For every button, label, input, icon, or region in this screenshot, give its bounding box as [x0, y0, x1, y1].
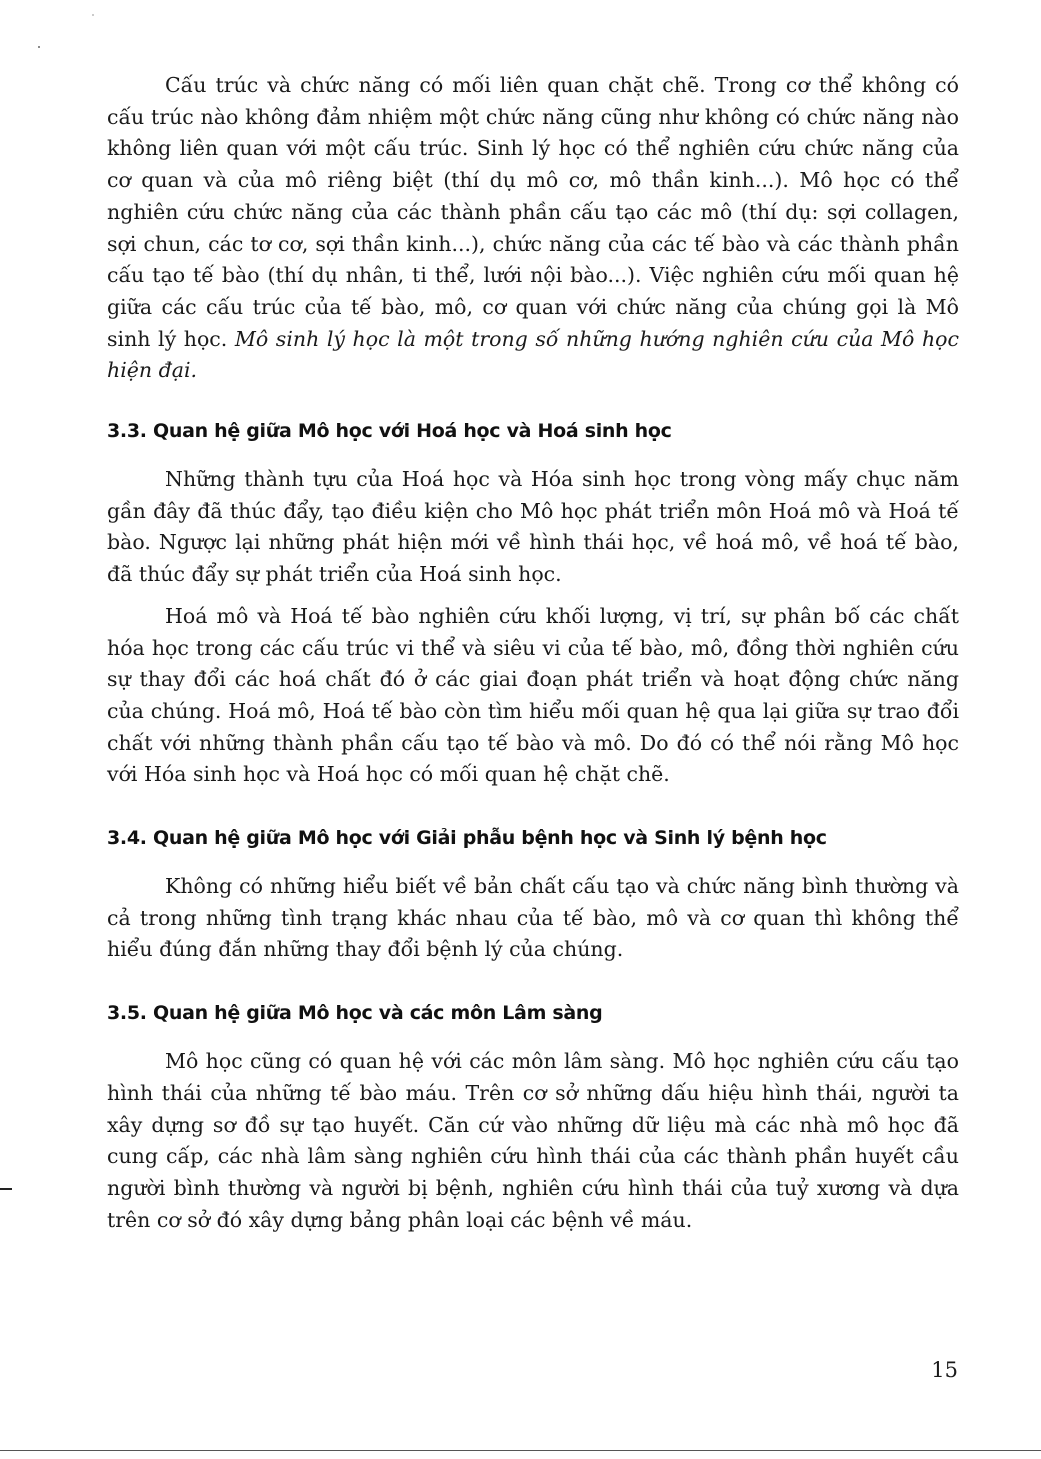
paragraph-histochemistry-achievements: Những thành tựu của Hoá học và Hóa sinh học trong vòng mấy chục năm gần đây đã thúc đẩy, tạo điều kiện cho Mô học phát triển môn Hoá mô và Hoá tế bào. Ngược lại những phát hiện mới về hình thái học, về hoá mô, về hoá tế bào, đã thúc đẩy sự phát triển của Hoá sinh học.: [107, 467, 959, 587]
scan-speck: [92, 14, 94, 16]
footer-rule: [0, 1450, 1041, 1451]
section-heading-3-3: 3.3. Quan hệ giữa Mô học với Hoá học và Hoá sinh học: [107, 420, 672, 443]
page-body: [107, 70, 959, 1236]
paragraph-pathology: Không có những hiểu biết về bản chất cấu tạo và chức năng bình thường và cả trong những tình trạng khác nhau của tế bào, mô và cơ quan thì không thể hiểu đúng đắn những thay đổi bệnh lý của chúng.: [107, 874, 959, 962]
scan-speck: [38, 46, 40, 48]
page-number: 15: [931, 1358, 958, 1382]
paragraph-italic-text: Mô sinh lý học là một trong số những hướng nghiên cứu của Mô học hiện đại.: [107, 326, 959, 383]
section-heading-3-5: 3.5. Quan hệ giữa Mô học và các môn Lâm sàng: [107, 1002, 603, 1025]
section-heading-3-4: 3.4. Quan hệ giữa Mô học với Giải phẫu bệnh học và Sinh lý bệnh học: [107, 827, 827, 850]
paragraph-histochemistry-research: Hoá mô và Hoá tế bào nghiên cứu khối lượng, vị trí, sự phân bố các chất hóa học trong các cấu trúc vi thể và siêu vi của tế bào, mô, đồng thời nghiên cứu sự thay đổi các hoá chất đó ở các giai đoạn phát triển và hoạt động chức năng của chúng. Hoá mô, Hoá tế bào còn tìm hiểu mối quan hệ qua lại giữa sự trao đổi chất với những thành phần cấu tạo tế bào và mô. Do đó có thể nói rằng Mô học với Hóa sinh học và Hoá học có mối quan hệ chặt chẽ.: [107, 603, 959, 787]
paragraph-text: Cấu trúc và chức năng có mối liên quan chặt chẽ. Trong cơ thể không có cấu trúc nào không đảm nhiệm một chức năng cũng như không có chức năng nào không liên quan với một cấu trúc. Sinh lý học có thể nghiên cứu chức năng của cơ quan và của mô riêng biệt (thí dụ mô cơ, mô thần kinh...). Mô học có thể nghiên cứu chức năng của các thành phần cấu tạo các mô (thí dụ: sợi collagen, sợi chun, các tơ cơ, sợi thần kinh...), chức năng của các tế bào và các thành phần cấu tạo tế bào (thí dụ nhân, ti thể, lưới nội bào...). Việc nghiên cứu mối quan hệ giữa các cấu trúc của tế bào, mô, cơ quan với chức năng của chúng gọi là Mô sinh lý học.: [107, 73, 959, 351]
paragraph-structure-function: [107, 70, 959, 387]
margin-mark: [0, 1188, 12, 1190]
paragraph-clinical: Mô học cũng có quan hệ với các môn lâm sàng. Mô học nghiên cứu cấu tạo hình thái của những tế bào máu. Trên cơ sở những dấu hiệu hình thái, người ta xây dựng sơ đồ sự tạo huyết. Căn cứ vào những dữ liệu mà các nhà mô học đã cung cấp, các nhà lâm sàng nghiên cứu hình thái của các thành phần huyết cầu người bình thường và người bị bệnh, nghiên cứu hình thái của tuỷ xương và dựa trên cơ sở đó xây dựng bảng phân loại các bệnh về máu.: [107, 1049, 959, 1232]
